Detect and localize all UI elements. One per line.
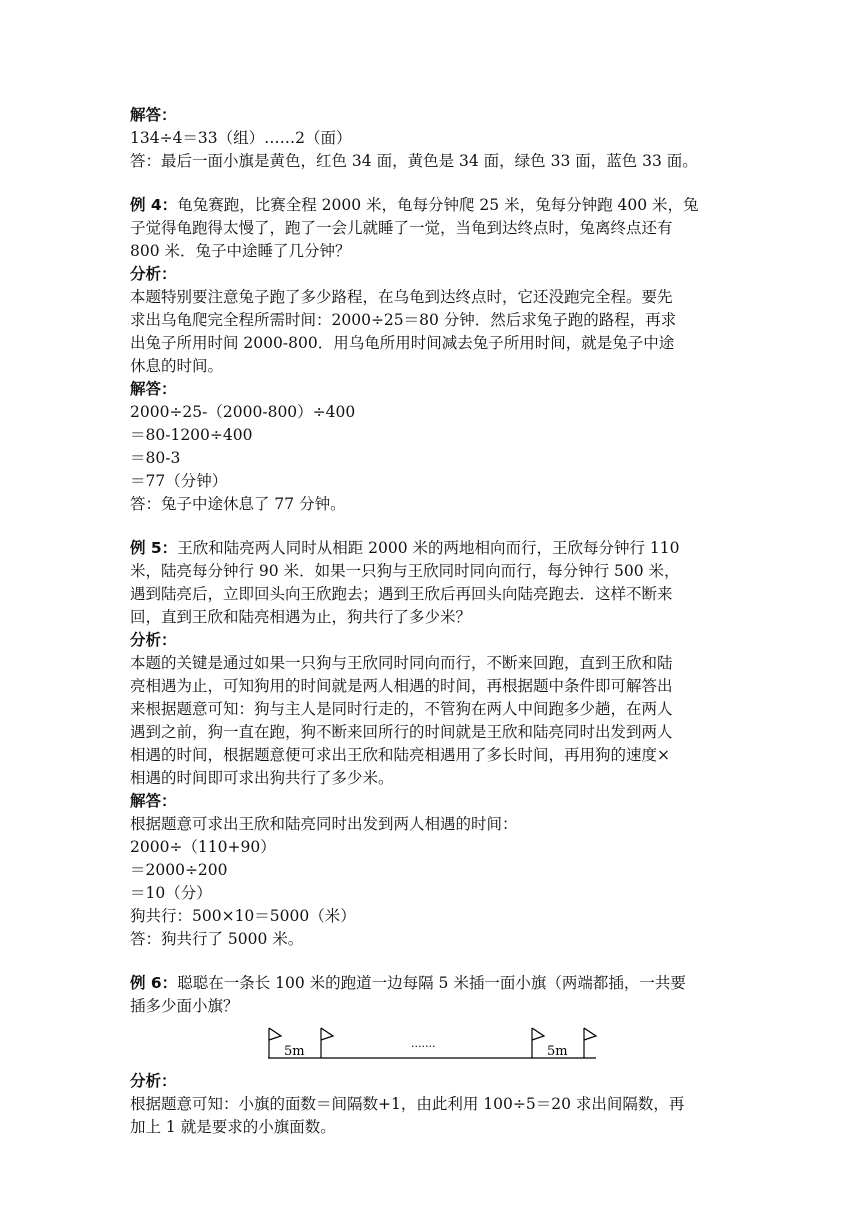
answer-line: 2000÷（110+90） [130,838,276,856]
analysis-line: 本题的关键是通过如果一只狗与王欣同时同向而行，不断来回跑，直到王欣和陆 [130,654,673,672]
flag-icon [269,1028,281,1040]
question-line: 龟兔赛跑，比赛全程 2000 米，龟每分钟爬 25 米，兔每分钟跑 400 米，兔 [177,196,699,214]
analysis-line: 出兔子所用时间 2000-800．用乌龟所用时间减去兔子所用时间，就是兔子中途 [130,334,675,352]
flag-icon [321,1028,333,1040]
flag-diagram [266,1024,606,1064]
analysis-line: 亮相遇为止，可知狗用的时间就是两人相遇的时间，再根据题中条件即可解答出 [130,677,673,695]
answer-line: 狗共行：500×10＝5000（米） [130,907,356,925]
ellipsis-dots: ······· [411,1040,436,1053]
example-4-question [130,194,745,217]
answer-line: 134÷4＝33（组）……2（面） [130,129,352,147]
example-6-label: 例 6： [130,974,178,992]
example-5-label: 例 5： [130,539,178,557]
analysis-line: 相遇的时间即可求出狗共行了多少米。 [130,769,394,787]
analysis-line: 根据题意可知：小旗的面数＝间隔数+1，由此利用 100÷5＝20 求出间隔数，再 [130,1095,685,1113]
answer-line: 答：兔子中途休息了 77 分钟。 [130,495,346,513]
question-line: 王欣和陆亮两人同时从相距 2000 米的两地相向而行，王欣每分钟行 110 [177,539,680,557]
question-line: 遇到陆亮后，立即回头向王欣跑去；遇到王欣后再回头向陆亮跑去．这样不断来 [130,585,673,603]
analysis-line: 加上 1 就是要求的小旗面数。 [130,1118,336,1136]
answer-line: 答：狗共行了 5000 米。 [130,930,304,948]
answer-line: ＝10（分） [130,884,212,902]
analysis-line: 本题特别要注意兔子跑了多少路程，在乌龟到达终点时，它还没跑完全程。要先 [130,288,673,306]
answer-line: ＝2000÷200 [130,861,228,879]
left-gap-label: 5m [284,1044,305,1059]
document-page [130,104,745,1139]
example-5-question [130,537,745,560]
analysis-heading: 分析： [130,265,177,283]
answer-line: ＝80-3 [130,449,181,467]
question-line: 回，直到王欣和陆亮相遇为止，狗共行了多少米？ [130,608,472,626]
answer-line: ＝80-1200÷400 [130,426,253,444]
analysis-line: 相遇的时间，根据题意便可求出王欣和陆亮相遇用了多长时间，再用狗的速度× [130,746,670,764]
answer-heading: 解答： [130,380,177,398]
question-line: 子觉得龟跑得太慢了，跑了一会儿就睡了一觉，当龟到达终点时，兔离终点还有 [130,219,673,237]
question-line: 米，陆亮每分钟行 90 米．如果一只狗与王欣同时同向而行，每分钟行 500 米， [130,562,680,580]
analysis-line: 求出乌龟爬完全程所需时间：2000÷25＝80 分钟．然后求兔子跑的路程，再求 [130,311,677,329]
example-6-question [130,972,745,995]
analysis-line: 来根据题意可知：狗与主人是同时行走的，不管狗在两人中间跑多少趟，在两人 [130,700,673,718]
question-line: 聪聪在一条长 100 米的跑道一边每隔 5 米插一面小旗（两端都插，一共要 [177,974,686,992]
analysis-line: 休息的时间。 [130,357,224,375]
right-gap-label: 5m [547,1044,568,1059]
analysis-heading: 分析： [130,631,177,649]
flag-icon [584,1028,596,1040]
answer-line: 答：最后一面小旗是黄色，红色 34 面，黄色是 34 面，绿色 33 面，蓝色 33 面。 [130,152,698,170]
flag-track-figure [130,1024,745,1066]
analysis-heading: 分析： [130,1072,177,1090]
analysis-line: 遇到之前，狗一直在跑，狗不断来回所行的时间就是王欣和陆亮同时出发到两人 [130,723,673,741]
question-line: 800 米．兔子中途睡了几分钟？ [130,242,351,260]
answer-line: 根据题意可求出王欣和陆亮同时出发到两人相遇的时间： [130,815,518,833]
answer-line: 2000÷25-（2000-800）÷400 [130,403,356,421]
answer-line: ＝77（分钟） [130,472,228,490]
example-4-label: 例 4： [130,196,178,214]
flag-icon [532,1028,544,1040]
answer-heading: 解答： [130,106,177,124]
answer-heading: 解答： [130,792,177,810]
question-line: 插多少面小旗？ [130,997,239,1015]
